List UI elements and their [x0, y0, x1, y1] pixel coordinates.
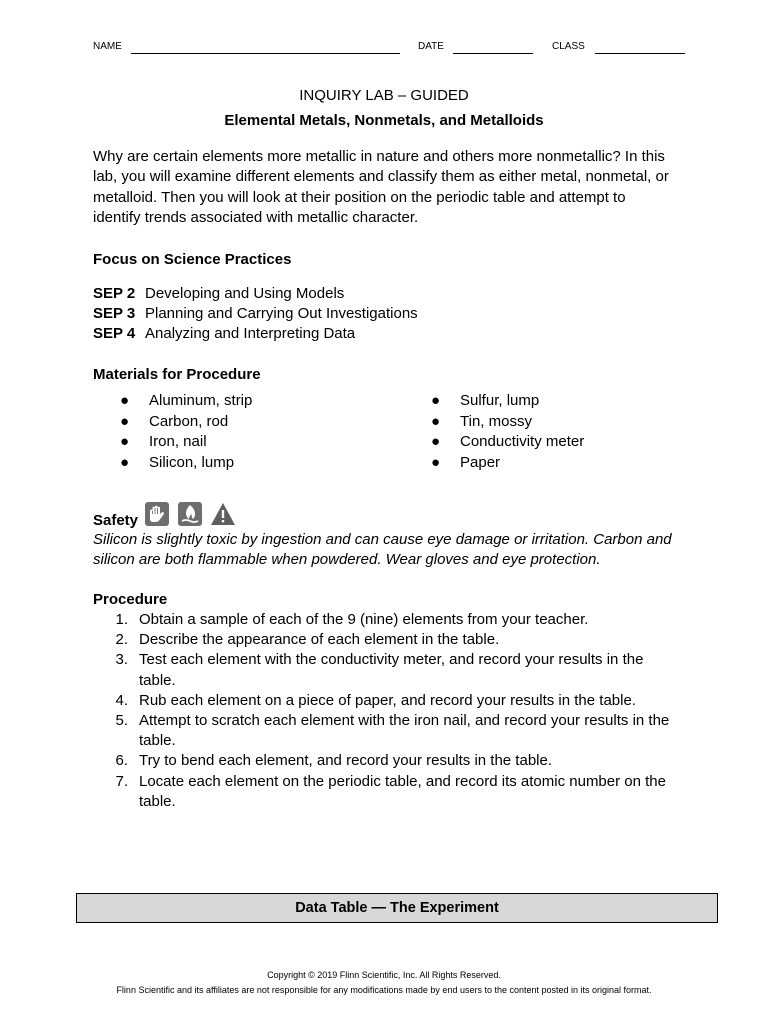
procedure-heading: Procedure [93, 591, 168, 608]
procedure-step: 7. Locate each element on the periodic table, and record its atomic number on the table. [115, 772, 666, 810]
sep-code: SEP 4 [93, 325, 136, 342]
lab-type-title: INQUIRY LAB – GUIDED [299, 87, 469, 104]
materials-list-right [431, 391, 711, 473]
procedure-step: 4. Rub each element on a piece of paper, and record your results in the table. [115, 691, 636, 709]
procedure-list [93, 610, 673, 812]
copyright-text: Copyright © 2019 Flinn Scientific, Inc. All Rights Reserved. [267, 970, 501, 980]
sep-text: Analyzing and Interpreting Data [145, 325, 356, 342]
material-item: ● Aluminum, strip [120, 392, 253, 409]
date-field[interactable] [453, 53, 533, 54]
sep-item [93, 324, 653, 344]
materials-heading: Materials for Procedure [93, 366, 261, 383]
warning-icon [210, 502, 234, 526]
gloves-icon [145, 502, 169, 526]
sep-item [93, 284, 653, 304]
flammable-icon [178, 502, 202, 526]
intro-paragraph: Why are certain elements more metallic in nature and others more nonmetallic? In this lab, you will examine different elements and classify them as either metal, nonmetal, or metalloid. Then you will look at their position on the periodic table and attempt to identify trends associated with metallic character. [93, 148, 669, 226]
material-item: ● Iron, nail [120, 433, 207, 450]
class-label: CLASS [552, 41, 585, 52]
sep-code: SEP 3 [93, 305, 136, 322]
procedure-step: 6. Try to bend each element, and record your results in the table. [115, 752, 553, 770]
safety-heading: Safety [93, 512, 139, 529]
material-item: ● Tin, mossy [431, 412, 532, 430]
sep-item [93, 304, 653, 324]
materials-list-left [120, 391, 400, 473]
page-title: Elemental Metals, Nonmetals, and Metalloids [224, 112, 544, 129]
sep-list [93, 284, 653, 344]
sep-text: Planning and Carrying Out Investigations [145, 305, 418, 322]
procedure-step: 1. Obtain a sample of each of the 9 (nine) elements from your teacher. [115, 611, 589, 628]
sep-code: SEP 2 [93, 285, 136, 302]
sep-text: Developing and Using Models [145, 285, 345, 302]
procedure-step: 5. Attempt to scratch each element with the iron nail, and record your results in the table. [115, 712, 670, 750]
material-item: ● Conductivity meter [431, 433, 585, 450]
name-label: NAME [93, 41, 122, 52]
safety-text: Silicon is slightly toxic by ingestion and can cause eye damage or irritation. Carbon and silicon are both flammable when powdered. Wear gloves and eye protection. [93, 531, 672, 569]
material-item: ● Carbon, rod [120, 412, 229, 430]
class-field[interactable] [595, 53, 685, 54]
procedure-step: 2. Describe the appearance of each element in the table. [115, 631, 500, 649]
name-field[interactable] [131, 53, 400, 54]
material-item: ● Sulfur, lump [431, 392, 540, 409]
material-item: ● Paper [431, 453, 501, 471]
disclaimer-text: Flinn Scientific and its affiliates are not responsible for any modifications made by end users to the content posted in its original format. [116, 985, 652, 995]
data-table-header: Data Table — The Experiment [76, 893, 718, 923]
material-item: ● Silicon, lump [120, 453, 235, 471]
procedure-step: 3. Test each element with the conductivity meter, and record your results in the table. [115, 651, 644, 689]
focus-heading: Focus on Science Practices [93, 251, 292, 268]
date-label: DATE [418, 41, 444, 52]
